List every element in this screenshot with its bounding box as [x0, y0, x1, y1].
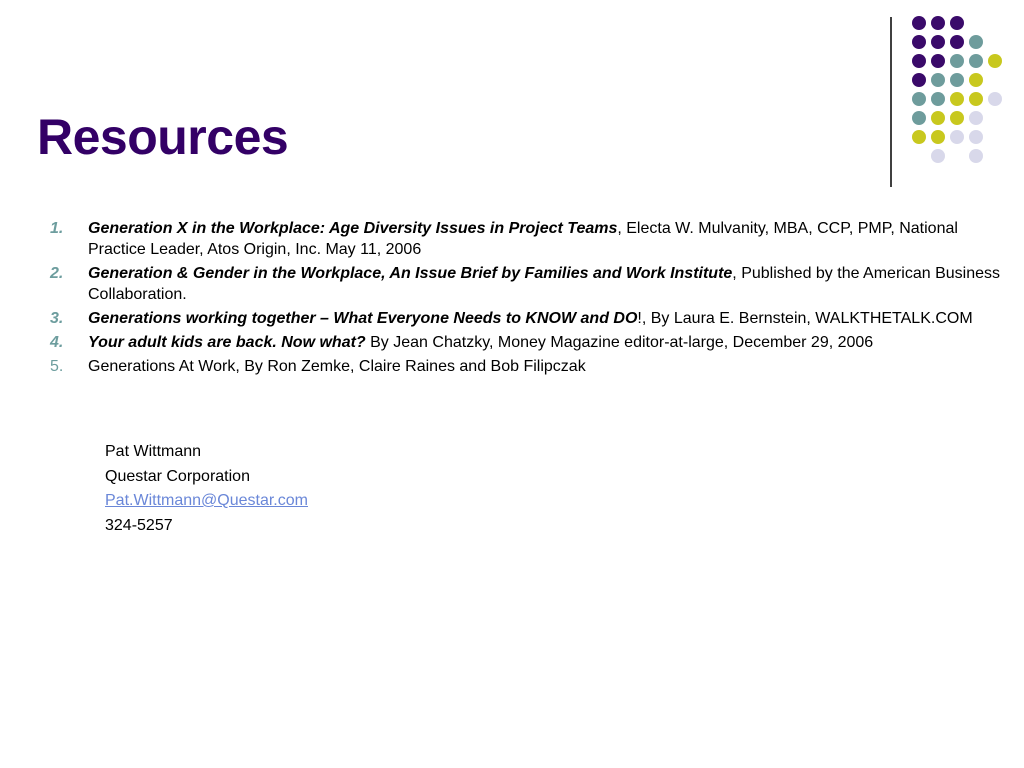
decorative-dot	[912, 111, 926, 125]
decorative-dot-grid	[0, 0, 1024, 200]
decorative-dot	[950, 35, 964, 49]
resource-title: Your adult kids are back. Now what?	[88, 334, 366, 351]
decorative-dot	[950, 111, 964, 125]
resource-details: , Published by the American Business Collaboration.	[88, 265, 1000, 303]
resource-title: Generation & Gender in the Workplace, An Issue Brief by Families and Work Institute	[88, 265, 733, 282]
resource-number: 2.	[50, 265, 64, 282]
decorative-dot	[931, 16, 945, 30]
contact-company: Questar Corporation	[105, 467, 250, 485]
page-title: Resources	[37, 109, 289, 165]
decorative-dot	[912, 92, 926, 106]
decorative-dot	[931, 130, 945, 144]
contact-block	[105, 440, 308, 538]
contact-name: Pat Wittmann	[105, 443, 202, 460]
decorative-dot	[969, 149, 983, 163]
contact-phone: 324-5257	[105, 516, 173, 534]
resource-list	[44, 218, 1004, 380]
resource-number: 4.	[50, 334, 64, 351]
resource-number: 1.	[50, 220, 64, 237]
resource-details: !, By Laura E. Bernstein, WALKTHETALK.COM	[637, 310, 973, 327]
decorative-dot	[950, 54, 964, 68]
resource-title: Generation X in the Workplace: Age Diversity Issues in Project Teams	[88, 220, 618, 237]
decorative-dot	[931, 149, 945, 163]
resource-title: Generations working together – What Everyone Needs to KNOW and DO	[88, 310, 638, 327]
decorative-dot	[969, 130, 983, 144]
decorative-dot	[931, 54, 945, 68]
vertical-divider	[890, 17, 892, 187]
resource-number: 3.	[50, 310, 64, 327]
decorative-dot	[969, 54, 983, 68]
resource-item-2	[44, 263, 1004, 305]
resource-number: 5.	[50, 358, 64, 375]
decorative-dot	[931, 92, 945, 106]
decorative-dot	[950, 73, 964, 87]
decorative-dot	[931, 111, 945, 125]
decorative-dot	[950, 92, 964, 106]
resource-details: , Electa W. Mulvanity, MBA, CCP, PMP, National Practice Leader, Atos Origin, Inc. May 11, 2006	[88, 220, 958, 258]
decorative-dot	[912, 16, 926, 30]
decorative-dot	[950, 130, 964, 144]
decorative-dot	[969, 111, 983, 125]
resource-item-3	[44, 308, 1004, 329]
decorative-dot	[988, 54, 1002, 68]
resource-details: Generations At Work, By Ron Zemke, Claire Raines and Bob Filipczak	[88, 358, 586, 375]
decorative-dot	[969, 35, 983, 49]
resource-item-4	[44, 332, 1004, 353]
decorative-dot	[969, 92, 983, 106]
decorative-dot	[988, 92, 1002, 106]
decorative-dot	[931, 73, 945, 87]
decorative-dot	[931, 35, 945, 49]
decorative-dot	[912, 54, 926, 68]
decorative-dot	[950, 16, 964, 30]
resource-item-1	[44, 218, 1004, 260]
resource-details: By Jean Chatzky, Money Magazine editor-at-large, December 29, 2006	[365, 334, 874, 351]
decorative-dot	[969, 73, 983, 87]
contact-email-link[interactable]: Pat.Wittmann@Questar.com	[105, 492, 308, 509]
decorative-dot	[912, 130, 926, 144]
resource-item-5	[44, 356, 1004, 377]
decorative-dot	[912, 73, 926, 87]
decorative-dot	[912, 35, 926, 49]
